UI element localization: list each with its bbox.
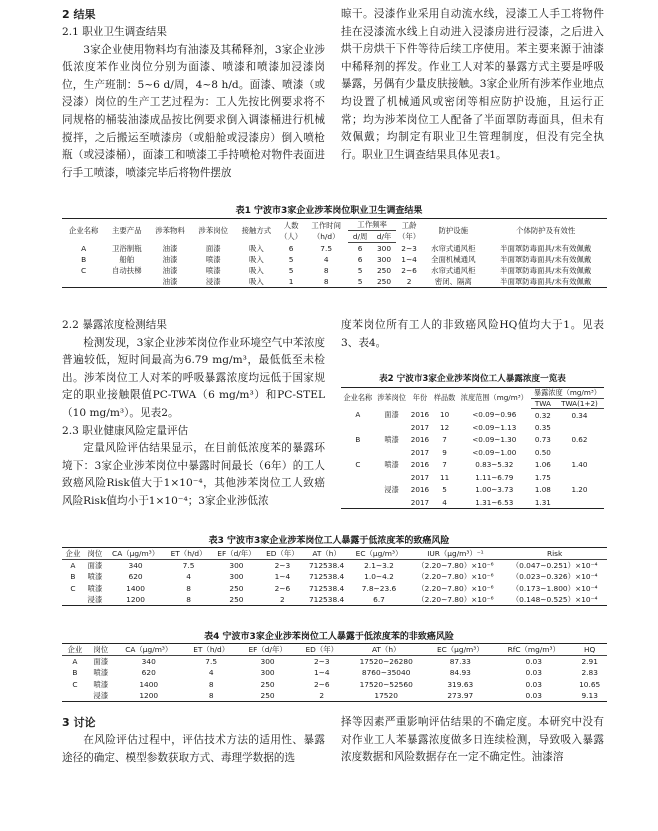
t4-h-ec: EC（μg/m³） [425, 644, 495, 656]
table-row [62, 276, 607, 288]
table-cell-ca: 1200 [139, 691, 159, 700]
table-cell-n: 5 [442, 485, 447, 495]
table-cell-m: 油漆 [162, 276, 178, 286]
table-cell-ef: 250 [229, 595, 244, 604]
table-row [62, 679, 607, 691]
table-cell-r: <0.09~1.00 [472, 447, 517, 457]
t4-h-hq: HQ [572, 644, 607, 656]
table-cell-n: 4 [442, 497, 447, 507]
table-cell-post [375, 471, 409, 484]
table-cell-post: 喷漆 [93, 668, 109, 678]
table-cell-ca: 1400 [126, 583, 145, 593]
table-cell-n: 5 [288, 265, 294, 275]
table-cell-c [341, 471, 375, 484]
table-cell-at: 712538.4 [308, 595, 345, 604]
table-cell-ec: 2.1~3.2 [364, 561, 394, 570]
table-cell-ct: 吸入 [249, 254, 264, 264]
subheading-2-3: 2.3 职业健康风险定量评估 [62, 424, 189, 437]
table-cell-ef: 300 [229, 561, 244, 570]
table-cell-yr: 2017 [410, 472, 430, 482]
table-cell-t2 [555, 421, 604, 434]
table1 [62, 218, 607, 288]
table-cell-ct: 吸入 [249, 243, 264, 253]
t4-h-ef: EF（d/年） [239, 644, 297, 656]
table-cell-twa: 0.50 [534, 447, 551, 457]
table-cell-c: C [81, 265, 87, 275]
table-row [62, 265, 607, 276]
table-cell-n: 10 [440, 410, 450, 420]
t2-h-range: 浓度范围（mg/m³） [460, 393, 528, 403]
paragraph-2-1-cont: 晾干。浸漆作业采用自动流水线，浸漆工人手工将物件挂在浸漆流水线上自动进入浸漆房进行浸漆，之后进入烘干房烘干下件等待后续工序使用。苯主要来源于油漆中稀释剂的挥发。作业工人对苯的暴露方式主要是呼吸暴露，另偶有少量皮肤接触。3家企业所有涉苯作业地点均设置了机械通风或密闭等相应防护设施，且运行正常；均为涉苯岗位工人配备了半面罩防毒面具，但未有效佩戴；均制定有职业卫生管理制度，但没有完全执行。职业卫生调查结果具体见表1。 [341, 8, 604, 161]
right-column-bottom [341, 714, 604, 767]
table-cell-yr: 2017 [410, 497, 430, 507]
table-cell-iur: （2.20~7.80）×10⁻⁶ [417, 572, 494, 582]
t1-h-product: 主要产品 [112, 226, 142, 236]
table-cell-dy: 250 [376, 276, 392, 286]
t1-h-material: 涉苯物料 [155, 226, 185, 236]
table-cell-ec: 1.0~4.2 [364, 572, 394, 582]
table-cell-iur: （2.20~7.80）×10⁻⁶ [417, 583, 494, 593]
t4-h-et: ET（h/d） [184, 644, 239, 656]
table-cell-at: 17520~26280 [359, 657, 413, 666]
table-cell-r: <0.09~1.13 [472, 422, 517, 432]
table-cell-ed: 2~6 [274, 583, 291, 593]
table-cell-risk: （0.023~0.326）×10⁻⁴ [511, 572, 598, 582]
table-cell-ec: 7.8~23.6 [361, 583, 397, 593]
table4 [62, 643, 607, 702]
table-cell-twa: 1.06 [534, 460, 551, 470]
table-cell-post [375, 446, 409, 459]
table-cell-et: 8 [186, 583, 191, 593]
paragraph-2-3-cont: 度苯岗位所有工人的非致癌风险HQ值均大于1。见表3、表4。 [341, 319, 604, 349]
table-cell-c: B [355, 435, 361, 445]
table-cell-ca: 620 [128, 572, 143, 582]
right-column-top [341, 6, 604, 164]
table-row [341, 459, 604, 472]
table-cell-pr: 密闭、隔离 [434, 276, 472, 286]
table-cell-post: 喷漆 [384, 459, 399, 469]
table-cell-r: 1.11~6.79 [475, 472, 514, 482]
table-cell-y: 2~3 [401, 243, 417, 253]
table-cell-dw: 5 [357, 276, 363, 286]
table-cell-yr: 2017 [410, 422, 430, 432]
table-cell-m: 油漆 [162, 254, 178, 264]
table-cell-t2 [555, 496, 604, 509]
table-cell-c [341, 484, 375, 497]
t1-h-protect: 防护设施 [438, 226, 469, 236]
table-cell-et: 8 [208, 691, 214, 700]
table-cell-t: 8 [323, 265, 329, 275]
table-cell-rfc: 0.03 [525, 679, 542, 689]
table-cell-at: 17520 [374, 691, 398, 700]
t1-h-years: 工龄（年） [398, 220, 421, 241]
table-cell-at: 17520~52560 [359, 679, 413, 689]
table-cell-yr: 2017 [410, 447, 430, 457]
table-cell-p [105, 276, 148, 288]
table-cell-c: A [81, 243, 87, 253]
table-cell-pr: 全面机械通风 [431, 254, 476, 264]
table-cell-c: A [70, 561, 76, 570]
table-cell-et: 7.5 [182, 561, 195, 570]
t3-h-iur: IUR（μg/m³）⁻¹ [409, 548, 503, 560]
t3-h-post: 岗位 [84, 548, 106, 560]
table-cell-dy: 250 [376, 265, 392, 275]
table-cell-ca: 340 [141, 657, 156, 666]
table-cell-ef: 250 [229, 583, 244, 593]
table-cell-c: B [70, 572, 76, 582]
table-cell-et: 4 [208, 668, 214, 678]
section-heading-discussion: 3 讨论 [62, 716, 96, 729]
table-cell-post: 浸漆 [93, 691, 109, 700]
table-cell-at: 712538.4 [308, 583, 345, 593]
table-cell-post: 面漆 [384, 409, 399, 419]
paragraph-3-right: 择等因素严重影响评估结果的不确定度。本研究中没有对作业工人苯暴露浓度做多日连续检测，导致吸入暴露浓度数据和风险数据存在一定不确定性。油漆溶 [341, 716, 604, 764]
t2-h-twa2: TWA(1+2) [555, 399, 604, 409]
table-cell-c [341, 421, 375, 434]
table-cell-ed: 2 [319, 691, 325, 700]
table1-caption: 表1 宁波市3家企业涉苯岗位职业卫生调查结果 [235, 206, 423, 216]
t3-h-et: ET（h/d） [165, 548, 211, 560]
t1-h-freq: 工作频率 [348, 219, 396, 231]
table-cell-post: 喷漆 [87, 583, 103, 593]
table-cell-p: 船舶 [119, 254, 135, 264]
table-cell-post: 面漆 [93, 657, 109, 666]
table-cell-ef: 300 [229, 572, 244, 582]
table-cell-dw: 6 [357, 254, 363, 264]
table-cell-dy: 300 [376, 254, 392, 264]
table-row [62, 571, 607, 583]
table-cell-ed: 2~3 [274, 561, 291, 570]
table-cell-pr: 水帘式通风柜 [431, 265, 476, 275]
t4-h-company: 企业 [62, 644, 88, 656]
table-cell-at: 712538.4 [308, 561, 345, 570]
table-cell-t: 7.5 [320, 243, 333, 253]
table-cell-post: 喷漆 [93, 679, 109, 689]
t1-h-post: 涉苯岗位 [198, 226, 228, 236]
table-cell-post [375, 421, 409, 434]
t4-h-post: 岗位 [88, 644, 114, 656]
table-cell-ef: 250 [260, 691, 275, 700]
table-cell-t: 4 [323, 254, 329, 264]
paragraph-2-1: 3家企业使用物料均有油漆及其稀释剂，3家企业涉低浓度苯作业岗位分别为面漆、喷漆和喷漆加浸漆岗位，生产班制：5~6 d/周，4~8 h/d。面漆、喷漆（或浸漆）岗位的生产工艺过程为：工人先按比例要求将不同规格的桶装油漆成品按比例要求倒入调漆桶进行机械搅拌，之后搬运至喷漆房（或船舱或浸漆房）倒入喷枪瓶（或浸漆桶），面漆工和喷漆工手持喷枪对物件表面进行手工喷漆，喷漆完毕后将物件摆放 [62, 43, 325, 179]
right-column-mid [341, 317, 604, 352]
table-cell-ec: 87.33 [449, 657, 471, 666]
table-cell-n: 7 [442, 460, 447, 470]
table-cell-ed: 1~4 [274, 572, 291, 582]
t2-h-company: 企业名称 [343, 393, 373, 403]
t2-h-post: 涉苯岗位 [377, 393, 406, 403]
t1-h-worktime: 工作时间（h/d） [311, 220, 341, 241]
table-cell-ppe: 半面罩防毒面具/未有效佩戴 [500, 254, 592, 264]
table-cell-c: B [72, 668, 78, 678]
table-row [341, 484, 604, 497]
t3-h-ec: EC（μg/m³） [349, 548, 408, 560]
table-cell-dw: 6 [357, 243, 363, 253]
table-cell-risk: （0.173~1.800）×10⁻⁴ [511, 583, 598, 593]
table-cell-ec: 6.7 [373, 595, 385, 604]
table-cell-r: <0.09~0.96 [472, 410, 517, 420]
table3 [62, 547, 607, 606]
table-cell-n: 11 [440, 472, 450, 482]
table-cell-c [62, 276, 105, 288]
table4-caption: 表4 宁波市3家企业涉苯岗位工人暴露于低浓度苯的非致癌风险 [204, 632, 454, 642]
table-cell-rfc: 0.03 [525, 668, 542, 678]
table-cell-rfc: 0.03 [525, 657, 542, 666]
table-cell-r: <0.09~1.30 [472, 435, 517, 445]
table-cell-hq: 10.65 [579, 679, 601, 689]
t4-h-ed: ED（年） [297, 644, 347, 656]
table-cell-ct: 吸入 [249, 265, 264, 275]
table-cell-hq: 2.91 [581, 657, 598, 666]
table-cell-risk: （0.047~0.251）×10⁻⁴ [511, 561, 598, 570]
table-row [341, 496, 604, 509]
table-cell-n: 1 [288, 276, 294, 286]
table-cell-ef: 300 [260, 657, 275, 666]
table-cell-t: 8 [323, 276, 329, 286]
table-cell-c: A [72, 657, 78, 666]
table-row [341, 446, 604, 459]
left-column-top [62, 6, 325, 182]
table-cell-dw: 5 [357, 265, 363, 275]
table-cell-pr: 水帘式通风柜 [431, 243, 476, 253]
t4-h-at: AT（h） [347, 644, 426, 656]
table-row [62, 243, 607, 254]
table-row [62, 254, 607, 265]
table-cell-ec: 273.97 [447, 691, 474, 700]
table-cell-et: 8 [186, 595, 191, 604]
table-row [341, 421, 604, 434]
table-row [62, 594, 607, 606]
left-column-bottom [62, 714, 325, 767]
paragraph-2-2: 检测发现，3家企业涉苯岗位作业环境空气中苯浓度普遍较低，短时间最高为6.79 mg/m³，最低低至未检出。涉苯岗位工人对苯的呼吸暴露浓度均远低于国家规定的职业接触限值PC-TWA（6 mg/m³）和PC-STEL（10 mg/m³）。见表2。 [62, 336, 325, 419]
t1-h-ppe: 个体防护及有效性 [516, 226, 576, 236]
table-cell-ppe: 半面罩防毒面具/未有效佩戴 [500, 276, 592, 286]
table-cell-twa: 0.73 [534, 435, 551, 445]
table-row [341, 434, 604, 447]
table-cell-c: C [355, 460, 361, 470]
table-cell-ed: 2~6 [313, 679, 330, 689]
table-cell-n: 7 [442, 435, 447, 445]
table-cell-et: 4 [186, 572, 191, 582]
table-cell-ca: 620 [141, 668, 156, 678]
table-cell-y: 2~6 [401, 265, 417, 275]
table-cell-yr: 2016 [410, 410, 430, 420]
table-row [62, 667, 607, 679]
t3-h-company: 企业 [62, 548, 84, 560]
t1-h-dw: d/周 [348, 231, 372, 243]
table-cell-post: 浸漆 [205, 276, 221, 286]
t4-h-rfc: RfC（mg/m³） [495, 644, 572, 656]
t3-h-at: AT（h） [304, 548, 350, 560]
table-cell-post: 喷漆 [205, 265, 221, 275]
subheading-2-1: 2.1 职业卫生调查结果 [62, 26, 167, 38]
t1-h-dy: d/年 [372, 231, 396, 243]
table-cell-hq: 9.13 [581, 691, 598, 700]
table-cell-hq: 2.83 [581, 668, 598, 678]
table-cell-post: 浸漆 [87, 595, 103, 604]
table3-caption: 表3 宁波市3家企业涉苯岗位工人暴露于低浓度苯的致癌风险 [208, 536, 450, 546]
table-cell-c: B [81, 254, 87, 264]
t3-h-risk: Risk [502, 548, 607, 560]
table-cell-ct: 吸入 [249, 276, 264, 286]
t2-h-twa: TWA [531, 399, 555, 409]
table-cell-y: 2 [406, 276, 412, 286]
t3-h-ca: CA（μg/m³） [106, 548, 166, 560]
table-row [341, 471, 604, 484]
table-cell-ppe: 半面罩防毒面具/未有效佩戴 [500, 265, 592, 275]
table-cell-post [375, 496, 409, 509]
table-cell-c [62, 690, 88, 702]
table-cell-m: 油漆 [162, 243, 178, 253]
t1-h-company: 企业名称 [68, 226, 99, 236]
table-cell-p: 自动扶梯 [112, 265, 142, 275]
table-cell-ca: 340 [128, 561, 143, 570]
table-row [62, 690, 607, 702]
table-cell-c: A [355, 410, 361, 420]
table-cell-n: 9 [442, 447, 447, 457]
table-cell-post: 喷漆 [87, 572, 103, 582]
table-cell-c: C [72, 679, 78, 689]
table-cell-ec: 84.93 [449, 668, 471, 678]
table-cell-ed: 2~3 [313, 657, 330, 666]
table-cell-t2 [555, 446, 604, 459]
table-cell-yr: 2016 [410, 460, 430, 470]
table-cell-dy: 300 [376, 243, 392, 253]
left-column-mid [62, 317, 325, 511]
table-cell-c: C [70, 583, 76, 593]
table-row [62, 560, 607, 572]
table-cell-t2: 1.20 [571, 485, 588, 495]
table-cell-ef: 250 [260, 679, 275, 689]
table-cell-ed: 2 [280, 595, 285, 604]
table-cell-post: 浸漆 [384, 484, 399, 494]
table-cell-n: 12 [440, 422, 450, 432]
subheading-2-2: 2.2 暴露浓度检测结果 [62, 319, 167, 331]
table-cell-risk: （0.148~0.525）×10⁻⁴ [511, 595, 598, 604]
table-cell-t2: 0.62 [571, 435, 588, 445]
table-cell-at: 8760~35040 [361, 668, 411, 678]
table-cell-twa: 1.75 [534, 472, 551, 482]
t3-h-ef: EF（d/年） [212, 548, 261, 560]
table-cell-n: 5 [288, 254, 294, 264]
paragraph-3-left: 在风险评估过程中，评估技术方法的适用性、暴露途径的确定、模型参数获取方式、毒理学数据的选 [62, 734, 325, 764]
t2-h-exposure: 暴露浓度（mg/m³） [531, 388, 604, 399]
table-cell-t2: 0.34 [571, 410, 588, 420]
table-cell-iur: （2.20~7.80）×10⁻⁶ [417, 561, 494, 570]
table-cell-ppe: 半面罩防毒面具/未有效佩戴 [500, 243, 592, 253]
table-cell-et: 7.5 [205, 657, 218, 666]
table-cell-yr: 2016 [410, 485, 430, 495]
table-cell-p: 卫浴制瓶 [112, 243, 142, 253]
table-cell-ef: 300 [260, 668, 275, 678]
table-cell-twa: 0.35 [534, 422, 551, 432]
table-cell-twa: 1.31 [534, 497, 551, 507]
table-cell-r: 1.31~6.53 [475, 497, 514, 507]
table-cell-ca: 1400 [139, 679, 159, 689]
t3-h-ed: ED（年） [261, 548, 304, 560]
t1-h-people: 人数（人） [280, 220, 303, 241]
table-cell-post: 喷漆 [384, 434, 399, 444]
table-cell-c [341, 446, 375, 459]
table-cell-post: 面漆 [87, 561, 103, 570]
table2-caption: 表2 宁波市3家企业涉苯岗位工人暴露浓度一览表 [379, 374, 566, 384]
table-cell-r: 1.00~3.73 [475, 485, 514, 495]
t2-h-year: 年份 [412, 393, 428, 403]
table-cell-post: 面漆 [205, 243, 221, 253]
table-cell-ec: 319.63 [447, 679, 474, 689]
table-row [62, 583, 607, 595]
table-cell-rfc: 0.03 [525, 691, 542, 700]
table-cell-yr: 2016 [410, 435, 430, 445]
table-cell-twa: 1.08 [534, 485, 551, 495]
table-cell-iur: （2.20~7.80）×10⁻⁶ [417, 595, 494, 604]
table-cell-at: 712538.4 [308, 572, 345, 582]
table-cell-r: 0.83~5.32 [475, 460, 514, 470]
table-cell-c [62, 594, 84, 606]
table-cell-twa: 0.32 [534, 410, 551, 420]
t4-h-ca: CA（μg/m³） [114, 644, 184, 656]
table-cell-et: 8 [208, 679, 214, 689]
table-cell-post: 喷漆 [205, 254, 221, 264]
t1-h-contact: 接触方式 [241, 226, 272, 236]
table-cell-t2: 1.40 [571, 460, 588, 470]
table-cell-ca: 1200 [126, 595, 145, 604]
table-cell-m: 油漆 [162, 265, 178, 275]
table-cell-y: 1~4 [401, 254, 417, 264]
table-row [341, 409, 604, 422]
table2 [341, 387, 604, 509]
table-row [62, 656, 607, 668]
table-cell-ed: 1~4 [313, 668, 330, 678]
table-cell-t2 [555, 471, 604, 484]
table-cell-c [341, 496, 375, 509]
t2-h-samples: 样品数 [433, 393, 456, 403]
paragraph-2-3: 定量风险评估结果显示，在目前低浓度苯的暴露环境下：3家企业涉苯岗位中暴露时间最长（6年）的工人致癌风险Risk值大于1×10⁻⁴，其他涉苯岗位工人致癌风险Risk值均小于1×10⁻⁴；3家企业涉低浓 [62, 442, 325, 507]
section-heading-results: 2 结果 [62, 8, 96, 21]
table-cell-n: 6 [288, 243, 294, 253]
